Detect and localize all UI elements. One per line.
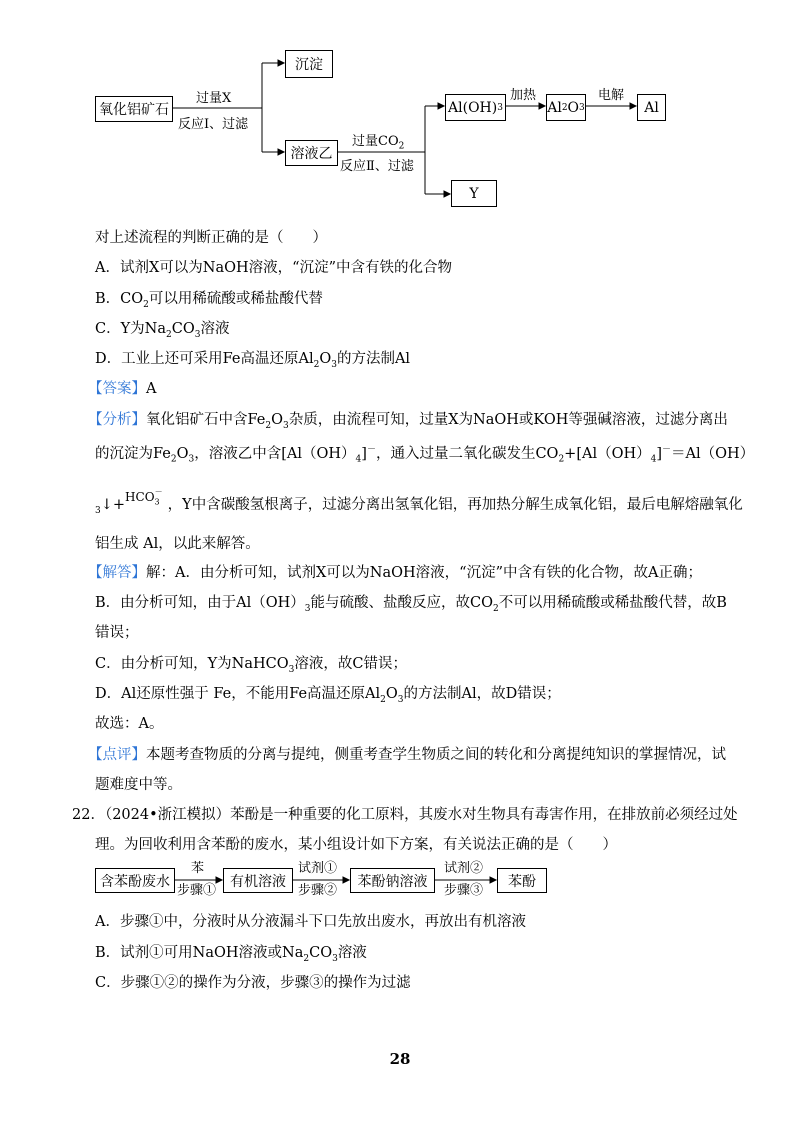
box-al2o3 [546, 94, 586, 121]
box-ore: 氧化铝矿石 [95, 96, 173, 122]
al2o3-sub2: 3 [579, 102, 585, 113]
flow2-arrow3-top: 试剂② [444, 861, 484, 876]
q22-option-a: A．步骤①中，分液时从分液漏斗下口先放出废水，再放出有机溶液 [95, 914, 526, 930]
flow2-arrow1-top: 苯 [191, 861, 205, 876]
q21-option-c: C．Y为$Na_2CO_3$溶液 [95, 321, 230, 340]
answer-tag: 【答案】 [88, 381, 146, 397]
step1-top-label: 过量X [196, 91, 232, 106]
step1-bottom-label: 反应Ⅰ、过滤 [178, 117, 249, 132]
q21-stem: 对上述流程的判断正确的是（ ） [95, 230, 327, 246]
q22-stem-line-1: 22．（2024•浙江模拟）苯酚是一种重要的化工原料，其废水对生物具有毒害作用，在排放前必须经过处 [72, 807, 738, 823]
box-aloh3 [445, 94, 506, 121]
q21-option-a: A．试剂X可以为NaOH溶液，“沉淀”中含有铁的化合物 [95, 260, 452, 276]
analysis-line-4: 铝生成 Al，以此来解答。 [95, 536, 260, 552]
solution-line-5: D．Al还原性强于 Fe，不能用Fe高温还原$Al_2O_3$的方法制Al，故D错误； [95, 686, 561, 705]
q22-stem-line-2: 理。为回收利用含苯酚的废水，某小组设计如下方案，有关说法正确的是（ ） [95, 837, 617, 853]
flow2-arrow2-bottom: 步骤② [298, 883, 338, 898]
comment-line-2: 题难度中等。 [95, 777, 182, 793]
analysis-line-2: 的沉淀为$Fe_2O_3$，溶液乙中含$[Al(OH)_4]^-$，通入过量二氧化碳发生$CO_2+[Al(OH)_4]^-=Al(OH)$ [95, 445, 755, 465]
comment-tag: 【点评】 [88, 747, 146, 763]
aloh3-text: Al(OH) [448, 99, 498, 116]
solution-line-6: 故选：A。 [95, 716, 164, 732]
box-solution-b: 溶液乙 [285, 140, 338, 166]
box-y: Y [451, 180, 497, 207]
solution-line-3: 错误； [95, 625, 139, 641]
flow2-box-phenol: 苯酚 [497, 868, 547, 893]
page-number: 28 [389, 1050, 411, 1068]
analysis-line-1: 【分析】氧化铝矿石中含$Fe_2O_3$杂质，由流程可知，过量X为NaOH或KOH等强碱溶液，过滤分离出 [88, 412, 728, 431]
q22-number: 22． [72, 807, 105, 823]
box-precipitate: 沉淀 [285, 50, 333, 78]
comment-line-1: 【点评】本题考查物质的分离与提纯，侧重考查学生物质之间的转化和分离提纯知识的掌握情况，试 [88, 747, 726, 763]
al2o3-a: Al [547, 99, 562, 116]
flow2-arrow2-top: 试剂① [298, 861, 338, 876]
hco3-ion: HCO3－ [125, 487, 163, 507]
step2-bottom-label: 反应Ⅱ、过滤 [340, 159, 414, 174]
electrolysis-label: 电解 [598, 88, 625, 103]
flow2-box-phenolate: 苯酚钠溶液 [350, 868, 435, 893]
aloh3-sub: 3 [497, 102, 503, 113]
solution-line-4: C．由分析可知，Y为NaHCO$_3$溶液，故C错误； [95, 656, 407, 675]
flow2-box-organic: 有机溶液 [223, 868, 293, 893]
answer-value: A [146, 381, 157, 397]
al2o3-sub1: 2 [561, 102, 568, 113]
heat-label: 加热 [510, 88, 537, 103]
step2-top-text: 过量CO [352, 134, 399, 149]
solution-line-1: 【解答】解：A．由分析可知，试剂X可以为NaOH溶液，“沉淀”中含有铁的化合物，故A正确； [88, 565, 702, 581]
q21-answer [88, 379, 156, 399]
solution-tag: 【解答】 [88, 565, 146, 581]
analysis-tag: 【分析】 [88, 412, 146, 428]
analysis-line-3: $_3$↓+$^{HCO_3^-}$，Y中含碳酸氢根离子，过滤分离出氢氧化铝，再加热分解生成氧化铝，最后电解熔融氧化 [95, 487, 743, 516]
q21-option-d: D．工业上还可采用Fe高温还原$Al_2O_3$的方法制Al [95, 351, 411, 370]
solution-line-2: B．由分析可知，由于$Al(OH)_3$能与硫酸、盐酸反应，故$CO_2$不可以用稀硫酸或稀盐酸代替，故B [95, 595, 727, 614]
step2-top-label [352, 135, 404, 152]
box-al: Al [637, 94, 666, 121]
flow2-arrow1-bottom: 步骤① [177, 883, 217, 898]
q22-option-c: C．步骤①②的操作为分液，步骤③的操作为过滤 [95, 975, 411, 991]
al2o3-b: O [567, 99, 580, 116]
flow2-box-waste: 含苯酚废水 [95, 868, 175, 893]
flow2-arrow3-bottom: 步骤③ [444, 883, 484, 898]
step2-top-sub: 2 [398, 141, 405, 152]
q22-option-b: B．试剂①可用NaOH溶液或$Na_2CO_3$溶液 [95, 945, 367, 964]
q21-option-b: B．$CO_2$可以用稀硫酸或稀盐酸代替 [95, 291, 323, 310]
